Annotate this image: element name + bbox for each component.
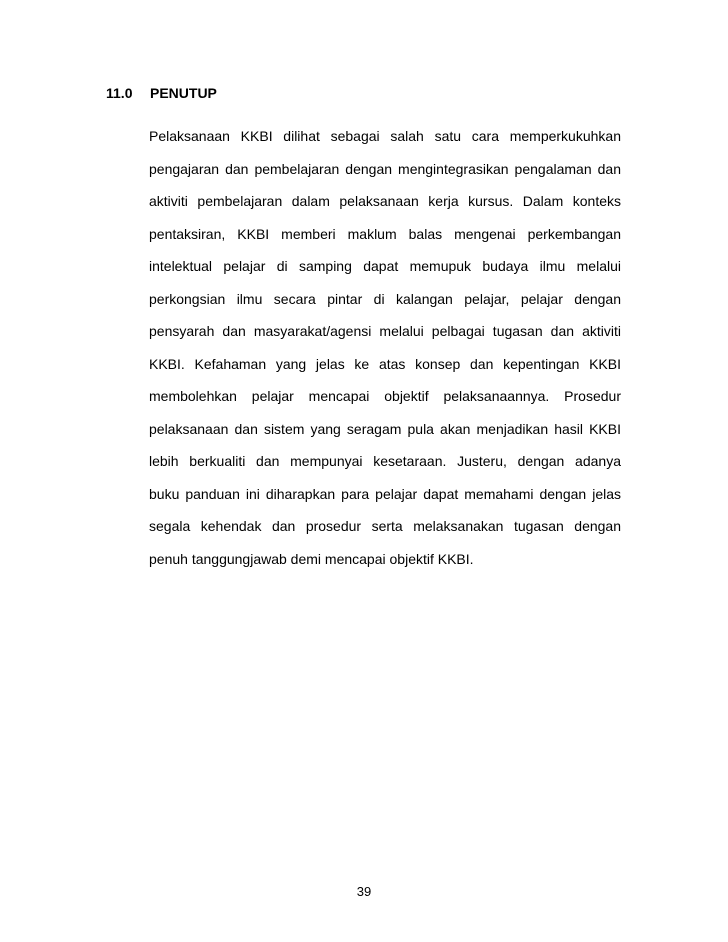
closing-paragraph — [149, 120, 621, 575]
paragraph-line: lebih berkualiti dan mempunyai kesetaraan. Justeru, dengan adanya — [149, 453, 621, 469]
page-number: 39 — [356, 884, 372, 899]
paragraph-line: segala kehendak dan prosedur serta melaksanakan tugasan dengan — [149, 518, 621, 534]
paragraph-line: pelaksanaan dan sistem yang seragam pula akan menjadikan hasil KKBI — [149, 420, 621, 437]
paragraph-line: pensyarah dan masyarakat/agensi melalui pelbagai tugasan dan aktiviti — [149, 323, 621, 339]
paragraph-line: Pelaksanaan KKBI dilihat sebagai salah satu cara memperkukuhkan — [149, 128, 621, 144]
paragraph-line: penuh tanggungjawab demi mencapai objektif KKBI. — [149, 550, 474, 567]
section-heading — [106, 85, 217, 101]
paragraph-line: intelektual pelajar di samping dapat memupuk budaya ilmu melalui — [149, 258, 621, 274]
section-title: PENUTUP — [150, 85, 217, 101]
paragraph-line: pengajaran dan pembelajaran dengan mengintegrasikan pengalaman dan — [149, 160, 621, 177]
section-number: 11.0 — [106, 85, 133, 101]
paragraph-line: pentaksiran, KKBI memberi maklum balas mengenai perkembangan — [149, 225, 621, 242]
paragraph-line: aktiviti pembelajaran dalam pelaksanaan kerja kursus. Dalam konteks — [149, 193, 621, 209]
paragraph-line: KKBI. Kefahaman yang jelas ke atas konsep dan kepentingan KKBI — [149, 355, 621, 372]
paragraph-line: buku panduan ini diharapkan para pelajar dapat memahami dengan jelas — [149, 485, 621, 502]
paragraph-line: membolehkan pelajar mencapai objektif pelaksanaannya. Prosedur — [149, 388, 621, 404]
paragraph-line: perkongsian ilmu secara pintar di kalangan pelajar, pelajar dengan — [149, 290, 621, 307]
